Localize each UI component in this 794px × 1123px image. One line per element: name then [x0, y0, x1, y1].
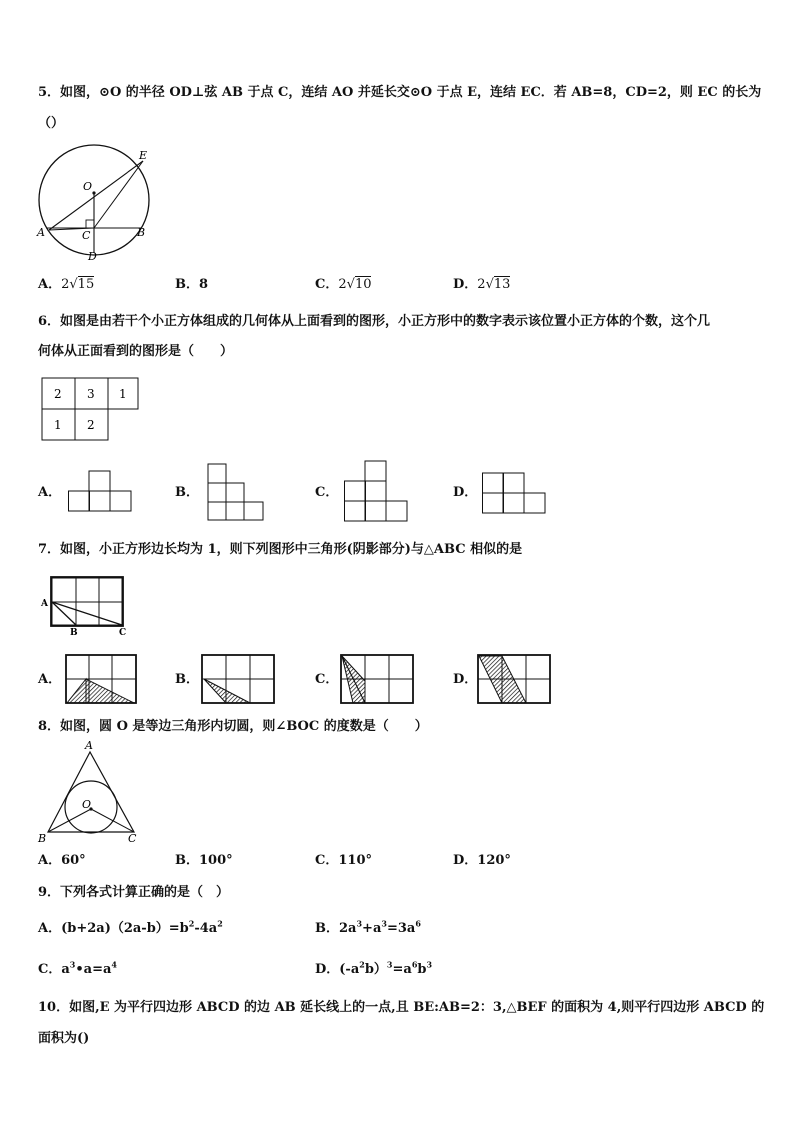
- q5-label-e: E: [139, 149, 148, 162]
- q6-option-c-figure[interactable]: [344, 460, 408, 522]
- q8-label-c: C: [128, 832, 137, 845]
- q8-label-b: B: [38, 832, 47, 845]
- q6-option-a-figure[interactable]: [68, 469, 132, 513]
- q7-option-b-figure[interactable]: [200, 653, 276, 705]
- q5-label-d: D: [88, 250, 97, 263]
- q8-label-o: O: [82, 798, 92, 811]
- q9-option-b[interactable]: B．$2a^3+a^3=3a^6$: [315, 918, 421, 936]
- q7-label-a: A: [41, 599, 48, 609]
- q6-top-view-grid: [40, 376, 140, 442]
- q7-option-d-figure[interactable]: [476, 653, 552, 705]
- q5-circle-figure: [36, 145, 156, 265]
- q8-option-d[interactable]: D．120°: [453, 853, 511, 868]
- q6-option-a[interactable]: A．: [38, 485, 62, 500]
- q8-incircle-figure: [36, 738, 146, 848]
- q8-label-a: A: [85, 739, 93, 752]
- q5-option-d[interactable]: D．2√13: [453, 277, 511, 292]
- q6-option-d-figure[interactable]: [482, 471, 546, 515]
- q5-label-o: O: [83, 180, 93, 193]
- q7-stem-line1: 7．如图，小正方形边长均为 1，则下列图形中三角形(阴影部分)与△ABC 相似的是: [38, 542, 523, 557]
- q6-cell-1: 3: [87, 387, 95, 401]
- q5-label-c: C: [82, 229, 91, 242]
- q5-option-b[interactable]: B．8: [175, 277, 209, 292]
- q6-cell-4: 2: [87, 418, 95, 432]
- q6-option-d[interactable]: D．: [453, 485, 478, 500]
- q5-stem-line1: 5．如图，⊙O 的半径 OD⊥弦 AB 于点 C，连结 AO 并延长交⊙O 于点 E，连结 EC．若 AB=8，CD=2，则 EC 的长为: [38, 85, 762, 100]
- q9-option-c[interactable]: C．$a^3•a=a^4$: [38, 959, 117, 977]
- q7-option-d[interactable]: D．: [453, 672, 478, 687]
- q6-stem-line2: 何体从正面看到的图形是（ ）: [38, 344, 234, 359]
- q7-option-c[interactable]: C．: [315, 672, 339, 687]
- q8-option-b[interactable]: B．100°: [175, 853, 233, 868]
- q7-option-a[interactable]: A．: [38, 672, 62, 687]
- q5-label-a: A: [37, 226, 45, 239]
- q5-option-c[interactable]: C．2√10: [315, 277, 372, 292]
- q6-option-b-figure[interactable]: [207, 462, 267, 522]
- q10-stem-line2: 面积为(): [38, 1031, 90, 1046]
- q6-cell-2: 1: [119, 387, 127, 401]
- q7-option-a-figure[interactable]: [64, 653, 138, 705]
- q6-option-b[interactable]: B．: [175, 485, 199, 500]
- q7-option-c-figure[interactable]: [339, 653, 415, 705]
- q7-triangle-figure: [40, 574, 136, 636]
- q5-label-b: B: [137, 226, 146, 239]
- q5-option-a[interactable]: A．2√15: [38, 277, 95, 292]
- q10-stem-line1: 10．如图,E 为平行四边形 ABCD 的边 AB 延长线上的一点,且 BE:AB=2：3,△BEF 的面积为 4,则平行四边形 ABCD 的: [38, 1000, 765, 1015]
- q8-option-c[interactable]: C．110°: [315, 853, 372, 868]
- q7-label-c: C: [119, 628, 127, 638]
- q7-option-b[interactable]: B．: [175, 672, 199, 687]
- q8-stem-line1: 8．如图，圆 O 是等边三角形内切圆，则∠BOC 的度数是（ ）: [38, 719, 428, 734]
- q9-option-d[interactable]: D．$(-a^2b)^3=a^6b^3$: [315, 959, 433, 977]
- q8-option-a[interactable]: A．60°: [38, 853, 86, 868]
- q6-cell-0: 2: [54, 387, 62, 401]
- q7-label-b: B: [70, 628, 78, 638]
- q6-stem-line1: 6．如图是由若干个小正方体组成的几何体从上面看到的图形，小正方形中的数字表示该位置小正方体的个数，这个几: [38, 314, 711, 329]
- q6-cell-3: 1: [54, 418, 62, 432]
- q9-option-a[interactable]: A．$(b+2a)(2a-b)=b^2-4a^2$: [38, 918, 223, 936]
- q9-stem-line1: 9．下列各式计算正确的是（ ）: [38, 885, 230, 900]
- q5-stem-line2: （）: [38, 116, 65, 131]
- q6-option-c[interactable]: C．: [315, 485, 339, 500]
